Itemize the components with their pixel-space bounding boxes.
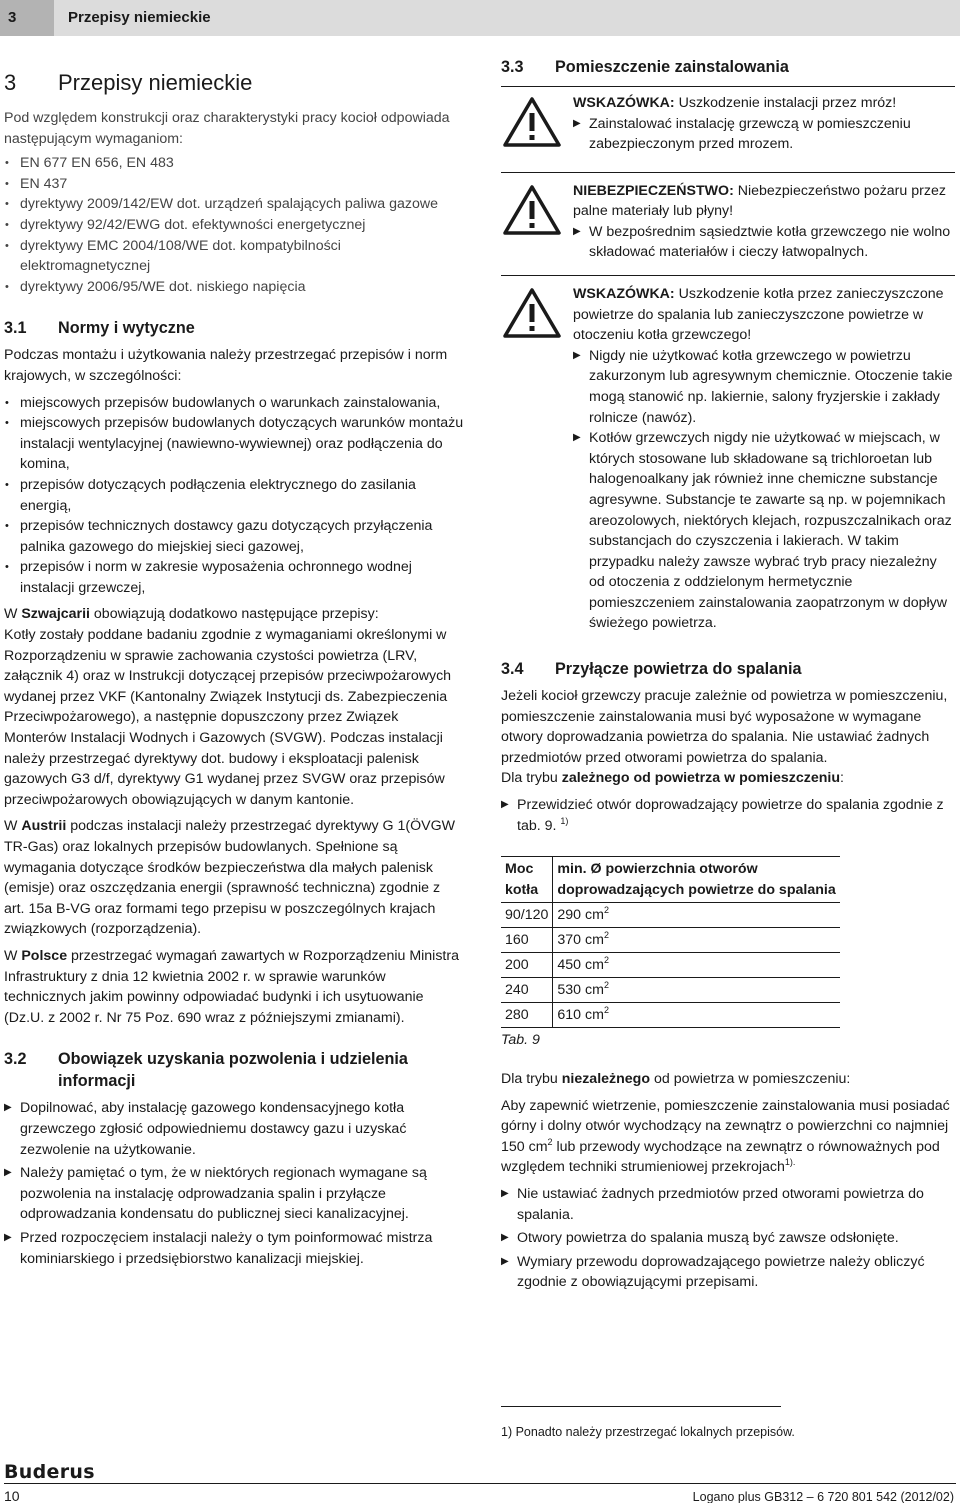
notice-frost	[501, 87, 955, 172]
footnote-divider	[501, 1406, 781, 1407]
section-title: Przyłącze powietrza do spalania	[555, 660, 802, 679]
footnote: 1) Ponadto należy przestrzegać lokalnych przepisów.	[501, 1425, 795, 1439]
list-item: ▶ Przed rozpoczęciem instalacji należy o tym poinformować mistrza kominiarskiego i przedsiębiorstwo kanalizacji miejskiej.	[4, 1228, 464, 1269]
country-austria: Austrii	[21, 818, 67, 835]
warning-triangle-icon	[501, 284, 573, 634]
poland-paragraph	[4, 946, 464, 1028]
requirements-list	[4, 153, 464, 297]
text: przestrzegać wymagań zawartych w Rozporządzeniu Ministra Infrastruktury z dnia 12 kwietnia 2002 r. w sprawie warunków technicznych jakim powinny odpowiadać budynki i ich usytuowanie (Dz.U. z 2002 r. Nr 75 Poz. 690 wraz z późniejszymi zmianami).	[4, 947, 459, 1026]
dependent-mode-heading	[501, 768, 955, 789]
list-item: • dyrektywy EMC 2004/108/WE dot. kompatybilności elektromagnetycznej	[4, 236, 464, 277]
text: :	[840, 770, 844, 787]
text: Dla trybu	[501, 770, 562, 787]
notice-label: NIEBEZPIECZEŃSTWO:	[573, 182, 734, 199]
section-number: 3.3	[501, 58, 524, 76]
table-cell: 160	[501, 928, 553, 953]
text: obowiązują dodatkowo następujące przepisy:	[89, 606, 379, 623]
list-item: • dyrektywy 2009/142/EW dot. urządzeń spalających paliwa gazowe	[4, 194, 464, 215]
table-row	[501, 978, 840, 1003]
unit: cm	[585, 932, 604, 949]
table-cell	[553, 978, 840, 1003]
independent-mode-body	[501, 1096, 955, 1178]
unit-sup: 2	[603, 930, 609, 941]
unit-sup: 2	[603, 905, 609, 916]
buderus-logo: Buderus	[4, 1461, 95, 1483]
text: od powietrza w pomieszczeniu:	[650, 1071, 851, 1087]
list-item: ▶ Nie ustawiać żadnych przedmiotów przed otworami powietrza do spalania.	[501, 1184, 955, 1225]
switzerland-heading	[4, 604, 464, 625]
notice-label: WSKAZÓWKA:	[573, 95, 675, 111]
notice-text: Uszkodzenie kotła przez zanieczyszczone powietrze do spalania lub zanieczyszczone powietrze w otoczeniu kotła grzewczego!	[573, 285, 944, 344]
list-item: ▶ Otwory powietrza do spalania muszą być zawsze odsłonięte.	[501, 1228, 955, 1249]
column-header-boiler-output: Moc kotła	[501, 857, 553, 903]
table-cell	[553, 953, 840, 978]
table-cell: 240	[501, 978, 553, 1003]
list-item: ▶ Kotłów grzewczych nigdy nie użytkować w miejscach, w których stosowane lub składowane są trichloroetan lub halogenoalkany jak również inne chemiczne substancje agresywne. Substancje te zawarte są np. w pojemnikach areozolowych, niektórych klejach, rozpuszczalnikach oraz substancjach do czyszczenia i lakierach. W takim przypadku należy zawsze wybrać tryb pracy niezależny od otoczenia z oddzielonym hermetycznie pomieszczeniem zainstalowania zaopatrzonym w dopływ świeżego powietrza.	[573, 428, 955, 634]
text: 370	[557, 932, 582, 949]
unit-sup: 2	[547, 1136, 553, 1147]
list-item: • miejscowych przepisów budowlanych dotyczących warunków montażu instalacji wentylacyjnej (nawiewno-wywiewnej) oraz podłączenia do komina,	[4, 413, 464, 475]
header-chapter-number: 3	[0, 0, 54, 36]
text: podczas instalacji należy przestrzegać dyrektywy G 1(ÖVGW TR-Gas) oraz lokalnych przepisów budowlanych. Spełnione są wymagania dotyczące środków bezpieczeństwa dla małych palenisk (emisje) oraz oszczędzania energii (sprawność techniczna) zgodnie z art. 15a B-VG oraz formami tego przepisu w poszczególnych krajach związkowych (rozporządzenia).	[4, 818, 455, 938]
notice-steps	[573, 222, 955, 263]
unit: cm	[585, 1007, 604, 1024]
text: doprowadzających powietrze do spalania	[557, 881, 836, 898]
text: min. Ø powierzchnia otworów	[557, 861, 758, 878]
text: 530	[557, 982, 582, 999]
footer-divider	[4, 1483, 956, 1484]
notice-text: Niebezpieczeństwo pożaru przez palne materiały lub płyny!	[573, 182, 946, 220]
section-title: Pomieszczenie zainstalowania	[555, 58, 789, 76]
table-cell: 200	[501, 953, 553, 978]
list-item: ▶ Wymiary przewodu doprowadzającego powietrze należy obliczyć zgodnie z obowiązującymi przepisami.	[501, 1252, 955, 1293]
table-row	[501, 953, 840, 978]
unit: cm	[585, 907, 604, 924]
text: W	[4, 947, 22, 964]
unit: cm	[585, 957, 604, 974]
austria-paragraph	[4, 816, 464, 940]
dependent-mode-steps	[501, 795, 955, 836]
section-title: Przepisy niemieckie	[58, 70, 253, 95]
section-3-1-heading	[4, 317, 464, 339]
country-poland: Polsce	[21, 947, 68, 964]
notice-steps	[573, 346, 955, 634]
section-3-heading	[4, 68, 464, 98]
mode-dependent: zależnego od powietrza w pomieszczeniu	[561, 770, 840, 787]
notice-text: Uszkodzenie instalacji przez mróz!	[674, 95, 897, 111]
table-row	[501, 1003, 840, 1028]
page-number: 10	[4, 1488, 20, 1503]
list-item: • miejscowych przepisów budowlanych o warunkach zainstalowania,	[4, 393, 464, 414]
text: W	[4, 818, 22, 835]
section-3-3-heading	[501, 56, 955, 78]
table-row	[501, 928, 840, 953]
warning-triangle-icon	[501, 93, 573, 156]
section-3-1-intro: Podczas montażu i użytkowania należy przestrzegać przepisów i norm krajowych, w szczególności:	[4, 347, 448, 384]
table-cell	[553, 1003, 840, 1028]
list-item: • dyrektywy 92/42/EWG dot. efektywności energetycznej	[4, 215, 464, 236]
text: 610	[557, 1007, 582, 1024]
header-chapter-title: Przepisy niemieckie	[68, 9, 211, 26]
notice-contaminated-air	[501, 276, 955, 644]
section-title: Normy i wytyczne	[58, 319, 195, 338]
table-cell	[553, 903, 840, 928]
text: 450	[557, 957, 582, 974]
air-supply-steps	[501, 1184, 955, 1293]
list-item: • dyrektywy 2006/95/WE dot. niskiego napięcia	[4, 277, 464, 298]
document-reference: Logano plus GB312 – 6 720 801 542 (2012/02)	[692, 1490, 954, 1503]
table-cell	[553, 928, 840, 953]
switzerland-body: Kotły zostały poddane badaniu zgodnie z wymaganiami określonymi w Rozporządzeniu w sprawie zachowania czystości powietrza (LRV, załącznik 4) oraz w Instrukcji dotyczącej przepisów przeciwpożarowych wydanej przez VKF (Kantonalny Związek Instytucji ds. Zabezpieczenia Przeciwpożarowego), a następnie dopuszczony przez Związek Monterów Instalacji Wodnych i Gazowych (SVGW). Podczas instalacji należy przestrzegać dyrektywy dot. budowy i eksploatacji palenisk gazowych G3 d/f, dyrektywy G1 wydanej przez SVGW oraz przepisów przeciwpożarowych obowiązujących w danym kantonie.	[4, 627, 452, 808]
unit-sup: 2	[603, 980, 609, 991]
norms-list	[4, 393, 464, 599]
table-cell: 90/120	[501, 903, 553, 928]
footnote-ref: 1).	[784, 1157, 796, 1168]
list-item: ▶ Należy pamiętać o tym, że w niektórych regionach wymagane są pozwolenia na instalację odprowadzania spalin i przyłącze odprowadzania kondensatu do publicznej sieci kanalizacyjnej.	[4, 1163, 464, 1225]
left-column	[4, 68, 464, 1269]
list-item: • przepisów i norm w zakresie wyposażenia ochronnego wodnej instalacji grzewczej,	[4, 557, 464, 598]
text: Przewidzieć otwór doprowadzający powietrze do spalania zgodnie z tab. 9.	[517, 797, 944, 834]
permit-steps-list	[4, 1098, 464, 1269]
section-number: 3.4	[501, 660, 524, 679]
text: lub przewody wychodzące na zewnątrz o równoważnych pod względem techniki strumieniowej przekrojach	[501, 1138, 940, 1176]
section-number: 3.2	[4, 1050, 27, 1069]
warning-triangle-icon	[501, 181, 573, 263]
list-item: • EN 677 EN 656, EN 483	[4, 153, 464, 174]
mode-independent: niezależnego	[561, 1071, 651, 1087]
unit: cm	[585, 982, 604, 999]
section-number: 3.1	[4, 319, 27, 338]
notice-fire-danger	[501, 173, 955, 275]
list-item: ▶ Zainstalować instalację grzewczą w pomieszczeniu zabezpieczonym przed mrozem.	[573, 114, 955, 155]
section-number: 3	[4, 70, 17, 95]
right-column	[501, 56, 955, 1293]
table-caption: Tab. 9	[501, 1032, 540, 1049]
table-cell: 280	[501, 1003, 553, 1028]
list-item: ▶ Dopilnować, aby instalację gazowego kondensacyjnego kotła grzewczego zgłosić odpowiedniemu dostawcy gazu i uzyskać zezwolenie na użytkowanie.	[4, 1098, 464, 1160]
list-item: • przepisów dotyczących podłączenia elektrycznego do zasilania energią,	[4, 475, 464, 516]
list-item: • przepisów technicznych dostawcy gazu dotyczących przyłączenia palnika gazowego do miejskiej sieci gazowej,	[4, 516, 464, 557]
unit-sup: 2	[603, 1005, 609, 1016]
notice-label: WSKAZÓWKA:	[573, 285, 675, 302]
section-3-4-intro: Jeżeli kocioł grzewczy pracuje zależnie od powietrza w pomieszczeniu, pomieszczenie zainstalowania musi być wyposażone w wymagane otwory doprowadzania powietrza do spalania. Nie ustawiać żadnych przedmiotów przed otworami powietrza do spalania.	[501, 688, 948, 766]
notice-steps	[573, 114, 955, 155]
unit-sup: 2	[603, 955, 609, 966]
section-3-2-heading	[4, 1048, 464, 1092]
list-item: ▶ Nigdy nie użytkować kotła grzewczego w powietrzu zakurzonym lub agresywnym chemicznie. Otoczenie takie mogą stanowić np. lakiernie, salony fryzjerskie i zakłady rolnicze (nawóz).	[573, 346, 955, 428]
section-3-intro: Pod względem konstrukcji oraz charakterystyki pracy kocioł odpowiada następującym wymaganiom:	[4, 110, 450, 147]
footnote-ref: 1)	[560, 815, 569, 826]
country-switzerland: Szwajcarii	[21, 606, 90, 623]
text: 290	[557, 907, 582, 924]
table-row	[501, 903, 840, 928]
list-item: ▶ W bezpośrednim sąsiedztwie kotła grzewczego nie wolno składować materiałów i cieczy łatwopalnych.	[573, 222, 955, 263]
text: W	[4, 606, 22, 623]
section-3-4-heading	[501, 658, 955, 680]
page-header	[0, 0, 960, 36]
table-9	[501, 856, 840, 1028]
section-title: Obowiązek uzyskania pozwolenia i udzielenia informacji	[58, 1050, 408, 1091]
independent-mode-heading	[501, 1069, 955, 1090]
text: Aby zapewnić wietrzenie, pomieszczenie zainstalowania musi posiadać górny i dolny otwór wychodzący na zewnątrz o powierzchni co najmniej 150 cm	[501, 1097, 950, 1155]
column-header-opening-area	[553, 857, 840, 903]
text: Dla trybu	[501, 1071, 562, 1087]
list-item	[501, 795, 955, 836]
list-item: • EN 437	[4, 174, 464, 195]
